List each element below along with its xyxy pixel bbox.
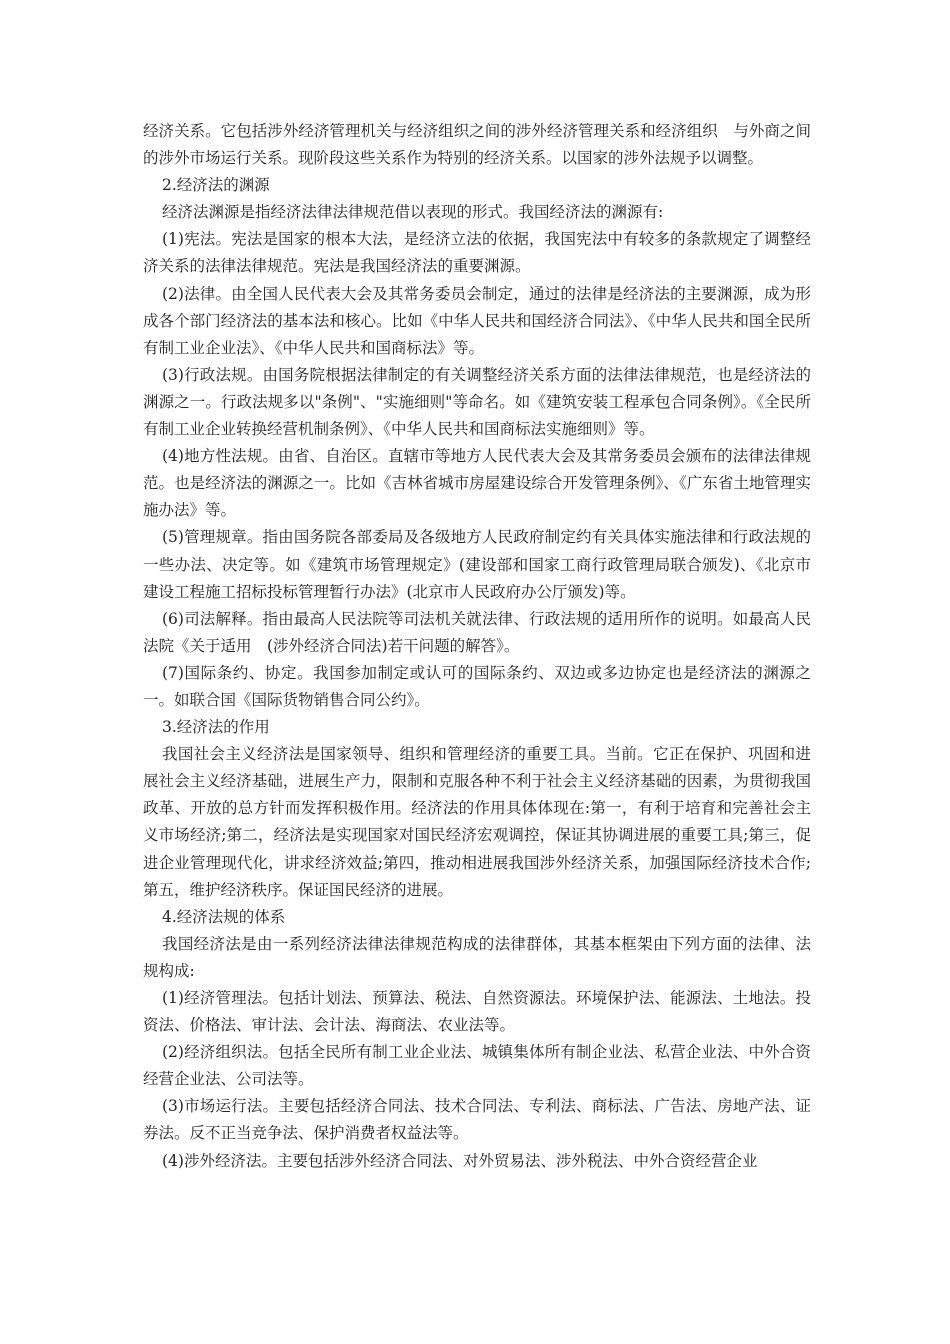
list-item-economic-management-law: (1)经济管理法。包括计划法、预算法、税法、自然资源法。环境保护法、能源法、土地法。投资法、价格法、审计法、会计法、海商法、农业法等。 (143, 989, 811, 1035)
section-heading-role: 3.经济法的作用 (162, 718, 270, 737)
list-item-law: (2)法律。由全国人民代表大会及其常务委员会制定，通过的法律是经济法的主要渊源，成为形成各个部门经济法的基本法和核心。比如《中华人民共和国经济合同法》、《中华人民共和国全民所有制工业企业法》、《中华人民共和国商标法》等。 (143, 284, 811, 357)
paragraph-system-intro: 我国经济法是由一系列经济法律法律规范构成的法律群体，其基本框架由下列方面的法律、法规构成: (143, 934, 811, 980)
list-item-international-treaties: (7)国际条约、协定。我国参加制定或认可的国际条约、双边或多边协定也是经济法的渊源之一。如联合国《国际货物销售合同公约》。 (143, 663, 811, 709)
list-item-judicial-interpretation: (6)司法解释。指由最高人民法院等司法机关就法律、行政法规的适用所作的说明。如最高人民法院《关于适用 (涉外经济合同法)若干问题的解答》。 (143, 609, 811, 655)
section-heading-sources: 2.经济法的渊源 (162, 176, 270, 195)
section-heading-system: 4.经济法规的体系 (162, 907, 286, 926)
list-item-foreign-economic-law: (4)涉外经济法。主要包括涉外经济合同法、对外贸易法、涉外税法、中外合资经营企业 (162, 1151, 758, 1170)
document-body (143, 118, 811, 1175)
list-item-administrative-regulations: (3)行政法规。由国务院根据法律制定的有关调整经济关系方面的法律法律规范，也是经济法的渊源之一。行政法规多以"条例"、"实施细则"等命名。如《建筑安装工程承包合同条例》。《全民所有制工业企业转换经营机制条例》、《中华人民共和国商标法实施细则》等。 (143, 365, 811, 439)
paragraph-continuation: 经济关系。它包括涉外经济管理机关与经济组织之间的涉外经济管理关系和经济组织 与外商之间的涉外市场运行关系。现阶段这些关系作为特别的经济关系。以国家的涉外法规予以调整。 (143, 122, 811, 168)
paragraph-sources-intro: 经济法渊源是指经济法律法律规范借以表现的形式。我国经济法的渊源有: (162, 203, 664, 222)
list-item-economic-organization-law: (2)经济组织法。包括全民所有制工业企业法、城镇集体所有制企业法、私营企业法、中外合资经营企业法、公司法等。 (143, 1043, 811, 1089)
paragraph-role: 我国社会主义经济法是国家领导、组织和管理经济的重要工具。当前。它正在保护、巩固和进展社会主义经济基础，进展生产力，限制和克服各种不利于社会主义经济基础的因素，为贯彻我国政革、开放的总方针而发挥积极作用。经济法的作用具体体现在:第一，有利于培育和完善社会主义市场经济;第二，经济法是实现国家对国民经济宏观调控，保证其协调进展的重要工具;第三，促进企业管理现代化，讲求经济效益;第四，推动相进展我国涉外经济关系，加强国际经济技术合作;第五，维护经济秩序。保证国民经济的进展。 (143, 745, 811, 899)
list-item-local-regulations: (4)地方性法规。由省、自治区。直辖市等地方人民代表大会及其常务委员会颁布的法律法律规范。也是经济法的渊源之一。比如《吉林省城市房屋建设综合开发管理条例》、《广东省土地管理实施办法》等。 (143, 447, 811, 520)
list-item-constitution: (1)宪法。宪法是国家的根本大法，是经济立法的依据，我国宪法中有较多的条款规定了调整经济关系的法律法律规范。宪法是我国经济法的重要渊源。 (143, 230, 811, 276)
list-item-market-operation-law: (3)市场运行法。主要包括经济合同法、技术合同法、专利法、商标法、广告法、房地产法、证券法。反不正当竞争法、保护消费者权益法等。 (143, 1097, 811, 1143)
list-item-management-rules: (5)管理规章。指由国务院各部委局及各级地方人民政府制定约有关具体实施法律和行政法规的一些办法、决定等。如《建筑市场管理规定》(建设部和国家工商行政管理局联合颁发)、《北京市建设工程施工招标投标管理暂行办法》(北京市人民政府办公厅颁发)等。 (143, 528, 811, 601)
